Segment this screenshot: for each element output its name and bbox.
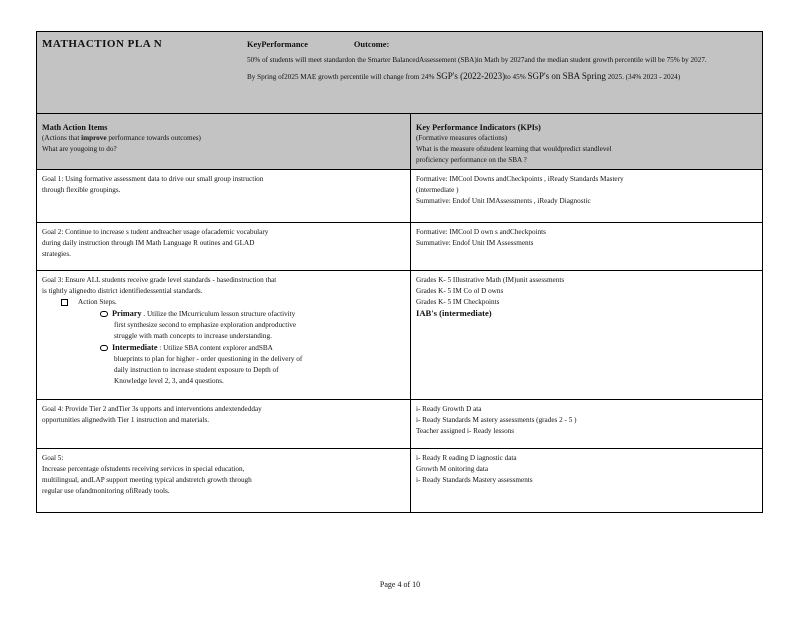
circle-bullet-icon bbox=[100, 345, 108, 351]
page-number: Page 4 of 10 bbox=[379, 580, 421, 589]
left-column-sub2: What are yougoing to do? bbox=[42, 145, 117, 153]
goal-2-kpi-line: Summative: Endof Unit IM Assessments bbox=[416, 239, 534, 247]
goal-row-2 bbox=[37, 223, 763, 271]
goal-4-action bbox=[37, 400, 411, 449]
goal-3-action bbox=[37, 271, 411, 400]
intermediate-text: Knowledge level 2, 3, and4 questions. bbox=[114, 377, 224, 385]
action-plan-table bbox=[36, 31, 763, 513]
goal-5-line: Goal 5: bbox=[42, 454, 64, 462]
para2-text-e: 2025. (34% 2023 - 2024) bbox=[607, 73, 681, 81]
action-steps bbox=[61, 297, 405, 308]
goal-1-line: Goal 1: Using formative assessment data to drive our small group instruction bbox=[42, 175, 264, 183]
outcome-paragraph-2 bbox=[247, 71, 756, 83]
goal-row-5 bbox=[37, 449, 763, 513]
goal-3-iab: IAB's (intermediate) bbox=[416, 308, 492, 318]
goal-2-kpi-line: Formative: IMCool D own s andCheckpoints bbox=[416, 228, 546, 236]
header-cell bbox=[37, 32, 763, 114]
left-sub1-b: improve bbox=[81, 134, 107, 142]
header-row bbox=[37, 32, 763, 114]
right-column-sub3: proficiency performance on the SBA ? bbox=[416, 156, 527, 164]
kpo-block bbox=[247, 32, 762, 83]
plan-title: MATHACTION PLA N bbox=[42, 38, 163, 50]
intermediate-step bbox=[100, 342, 405, 387]
goal-4-kpi-line: i- Ready Standards M astery assessments (grades 2 - 5 ) bbox=[416, 416, 577, 424]
goal-2-line: Goal 2: Continue to increase s tudent andteacher usage ofacademic vocabulary bbox=[42, 228, 269, 236]
outcome-label: Outcome: bbox=[353, 40, 390, 49]
primary-text: . Utilize the IMcurriculum lesson structure ofactivity bbox=[141, 310, 296, 318]
right-column-header bbox=[411, 114, 763, 170]
goal-3-kpi bbox=[411, 271, 763, 400]
goal-4-line: opportunities alignedwith Tier 1 instruction and materials. bbox=[42, 416, 210, 424]
left-sub1-a: (Actions that bbox=[42, 134, 82, 142]
goal-5-kpi-line: i- Ready Standards Mastery assessments bbox=[416, 476, 533, 484]
square-bullet-icon bbox=[61, 299, 68, 306]
goal-5-kpi bbox=[411, 449, 763, 513]
goal-row-3 bbox=[37, 271, 763, 400]
right-column-sub1: (Formative measures ofactions) bbox=[416, 134, 508, 142]
goal-5-action bbox=[37, 449, 411, 513]
outcome-paragraph-1: 50% of students will meet standardon the Smarter BalancedAssessement (SBA)in Math by 2027and the median student growth percentile will be 75% by 2027. bbox=[247, 56, 707, 64]
intermediate-text: daily instruction to increase student exposure to Depth of bbox=[114, 366, 279, 374]
goal-3-kpi-line: Grades K- 5 IM Checkpoints bbox=[416, 298, 500, 306]
circle-bullet-icon bbox=[100, 311, 108, 317]
goal-5-line: Increase percentage ofstudents receiving services in special education, bbox=[42, 465, 245, 473]
para2-text-d: SGP's on SBA Spring bbox=[527, 71, 606, 81]
goal-3-kpi-line: Grades K- 5 Illustrative Math (IM)unit assessments bbox=[416, 276, 565, 284]
goal-1-kpi-line: Formative: IMCool Downs andCheckpoints , iReady Standards Mastery bbox=[416, 175, 624, 183]
goal-4-line: Goal 4: Provide Tier 2 andTier 3s upports and interventions andextendedday bbox=[42, 405, 262, 413]
action-plan-page bbox=[36, 31, 762, 513]
kpo-heading bbox=[247, 39, 756, 50]
goal-2-kpi bbox=[411, 223, 763, 271]
goal-row-1 bbox=[37, 170, 763, 223]
goal-2-line: during daily instruction through IM Math Language R outines and GLAD bbox=[42, 239, 255, 247]
goal-5-line: multilingual, andLAP support meeting typical andstretch growth through bbox=[42, 476, 252, 484]
goal-row-4 bbox=[37, 400, 763, 449]
kp-label: KeyPerformance bbox=[247, 40, 308, 49]
action-steps-label: Action Steps. bbox=[78, 298, 117, 306]
goal-5-kpi-line: Growth M onitoring data bbox=[416, 465, 489, 473]
intermediate-text: : Utilize SBA content explorer andSBA bbox=[157, 344, 273, 352]
goal-1-kpi bbox=[411, 170, 763, 223]
goal-5-line: regular use ofandmonitoring ofiReady tools. bbox=[42, 487, 170, 495]
goal-2-action bbox=[37, 223, 411, 271]
para2-text-b: SGP's (2022-2023) bbox=[436, 71, 506, 81]
goal-3-line: Goal 3: Ensure ALL students receive grade level standards - basedinstruction that bbox=[42, 276, 277, 284]
primary-text: struggle with math concepts to increase understanding. bbox=[114, 332, 272, 340]
para2-text-a: By Spring of2025 MAE growth percentile will change from 24% bbox=[247, 73, 437, 81]
left-sub1-c: performance towards outcomes) bbox=[106, 134, 201, 142]
right-column-title: Key Performance Indicators (KPIs) bbox=[416, 123, 541, 132]
goal-1-kpi-line: Summative: Endof Unit IMAssessments , iReady Diagnostic bbox=[416, 197, 591, 205]
goal-4-kpi-line: i- Ready Growth D ata bbox=[416, 405, 482, 413]
goal-1-kpi-line: (intermediate ) bbox=[416, 186, 459, 194]
goal-4-kpi-line: Teacher assigned i- Ready lessons bbox=[416, 427, 515, 435]
intermediate-text: blueprints to plan for higher - order questioning in the delivery of bbox=[114, 355, 303, 363]
intermediate-label: Intermediate bbox=[112, 343, 158, 352]
left-column-sub1 bbox=[42, 133, 405, 144]
goal-3-kpi-line: Grades K- 5 IM Co ol D owns bbox=[416, 287, 504, 295]
left-column-header bbox=[37, 114, 411, 170]
right-column-sub2: What is the measure ofstudent learning that wouldpredict standlevel bbox=[416, 145, 612, 153]
goal-5-kpi-line: i- Ready R eading D iagnostic data bbox=[416, 454, 517, 462]
para2-text-c: to 45% bbox=[505, 73, 528, 81]
goal-3-line: is tightly alignedto district identifiedessential standards. bbox=[42, 287, 203, 295]
primary-step bbox=[100, 308, 405, 342]
column-header-row bbox=[37, 114, 763, 170]
goal-2-line: strategies. bbox=[42, 250, 71, 258]
goal-1-action bbox=[37, 170, 411, 223]
goal-1-line: through flexible groupings. bbox=[42, 186, 121, 194]
primary-label: Primary bbox=[112, 309, 142, 318]
primary-text: first synthesize second to emphasize exploration andproductive bbox=[114, 321, 297, 329]
goal-4-kpi bbox=[411, 400, 763, 449]
left-column-title: Math Action Items bbox=[42, 123, 108, 132]
